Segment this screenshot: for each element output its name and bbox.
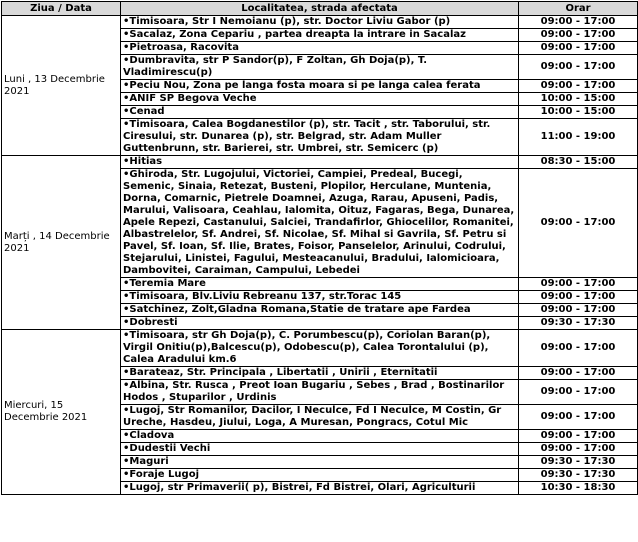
table-row (2, 16, 638, 29)
location-cell: •Timisoara, Calea Bogdanestilor (p), str. Tacit , str. Taborului, str. Ciresului, str. Dunarea (p), str. Belgrad, str. Adam Muller Guttenbrunn, str. Barierei, str. Umbrei, str. Semicerc (p) (121, 119, 519, 156)
hours-cell: 09:00 - 17:00 (519, 55, 638, 80)
hours-cell: 09:30 - 17:30 (519, 456, 638, 469)
day-cell: Marți , 14 Decembrie 2021 (2, 156, 121, 330)
location-cell: •Hitias (121, 156, 519, 169)
location-cell: •Timisoara, str Gh Doja(p), C. Porumbescu(p), Coriolan Baran(p), Virgil Onitiu(p),Balcescu(p), Odobescu(p), Calea Torontalului (p), Calea Aradului km.6 (121, 330, 519, 367)
hours-cell: 09:00 - 17:00 (519, 42, 638, 55)
hours-cell: 09:00 - 17:00 (519, 443, 638, 456)
outage-schedule-table (1, 1, 638, 495)
hours-cell: 09:30 - 17:30 (519, 317, 638, 330)
hours-cell: 09:30 - 17:30 (519, 469, 638, 482)
location-cell: •Foraje Lugoj (121, 469, 519, 482)
location-cell: •Pietroasa, Racovita (121, 42, 519, 55)
location-cell: •Maguri (121, 456, 519, 469)
location-cell: •Dumbravita, str P Sandor(p), F Zoltan, Gh Doja(p), T. Vladimirescu(p) (121, 55, 519, 80)
header-location: Localitatea, strada afectata (121, 2, 519, 16)
location-cell: •Satchinez, Zolt,Gladna Romana,Statie de tratare ape Fardea (121, 304, 519, 317)
header-row (2, 2, 638, 16)
location-cell: •Lugoj, str Primaverii( p), Bistrei, Fd Bistrei, Olari, Agriculturii (121, 482, 519, 495)
day-cell: Miercuri, 15 Decembrie 2021 (2, 330, 121, 495)
location-cell: •ANIF SP Begova Veche (121, 93, 519, 106)
day-cell: Luni , 13 Decembrie 2021 (2, 16, 121, 156)
location-cell: •Cenad (121, 106, 519, 119)
hours-cell: 09:00 - 17:00 (519, 380, 638, 405)
location-cell: •Timisoara, Str I Nemoianu (p), str. Doctor Liviu Gabor (p) (121, 16, 519, 29)
hours-cell: 11:00 - 19:00 (519, 119, 638, 156)
location-cell: •Lugoj, Str Romanilor, Dacilor, I Neculce, Fd I Neculce, M Costin, Gr Ureche, Hasdeu, Jiului, Loga, A Muresan, Pongracs, Cotul Mic (121, 405, 519, 430)
location-cell: •Dudestii Vechi (121, 443, 519, 456)
hours-cell: 09:00 - 17:00 (519, 80, 638, 93)
location-cell: •Sacalaz, Zona Cepariu , partea dreapta la intrare in Sacalaz (121, 29, 519, 42)
hours-cell: 09:00 - 17:00 (519, 430, 638, 443)
hours-cell: 09:00 - 17:00 (519, 278, 638, 291)
location-cell: •Timisoara, Blv.Liviu Rebreanu 137, str.Torac 145 (121, 291, 519, 304)
location-cell: •Teremia Mare (121, 278, 519, 291)
hours-cell: 09:00 - 17:00 (519, 29, 638, 42)
hours-cell: 09:00 - 17:00 (519, 16, 638, 29)
location-cell: •Ghiroda, Str. Lugojului, Victoriei, Campiei, Predeal, Bucegi, Semenic, Sinaia, Retezat, Busteni, Plopilor, Herculane, Muntenia, Dorna, Comarnic, Pietrele Doamnei, Azuga, Rarau, Apuseni, Padis, Marului, Valisoara, Ceahlau, Ialomita, Oituz, Fagaras, Bega, Dunarea, Apele Repezi, Castanului, Salciei, Trandafirlor, Ghiocelilor, Romanitei, Albastrelelor, Sf. Andrei, Sf. Nicolae, Sf. Mihal si Gavrila, Sf. Petru si Pavel, Sf. Ioan, Sf. Ilie, Brates, Foisor, Panselelor, Arinului, Codrului, Stejarului, Linistei, Fagului, Mesteacanului, Bradului, Ialomicioara, Dambovitei, Caraiman, Campului, Lebedei (121, 169, 519, 278)
hours-cell: 10:30 - 18:30 (519, 482, 638, 495)
location-cell: •Peciu Nou, Zona pe langa fosta moara si pe langa calea ferata (121, 80, 519, 93)
location-cell: •Albina, Str. Rusca , Preot Ioan Bugariu , Sebes , Brad , Bostinarilor Hodos , Stuparilor , Urdinis (121, 380, 519, 405)
hours-cell: 09:00 - 17:00 (519, 330, 638, 367)
hours-cell: 09:00 - 17:00 (519, 304, 638, 317)
table-row (2, 330, 638, 367)
hours-cell: 09:00 - 17:00 (519, 169, 638, 278)
header-day: Ziua / Data (2, 2, 121, 16)
location-cell: •Cladova (121, 430, 519, 443)
location-cell: •Barateaz, Str. Principala , Libertatii , Unirii , Eternitatii (121, 367, 519, 380)
table-row (2, 156, 638, 169)
hours-cell: 09:00 - 17:00 (519, 291, 638, 304)
hours-cell: 10:00 - 15:00 (519, 93, 638, 106)
header-hours: Orar (519, 2, 638, 16)
schedule-body (2, 16, 638, 495)
location-cell: •Dobresti (121, 317, 519, 330)
hours-cell: 10:00 - 15:00 (519, 106, 638, 119)
hours-cell: 09:00 - 17:00 (519, 367, 638, 380)
hours-cell: 08:30 - 15:00 (519, 156, 638, 169)
hours-cell: 09:00 - 17:00 (519, 405, 638, 430)
